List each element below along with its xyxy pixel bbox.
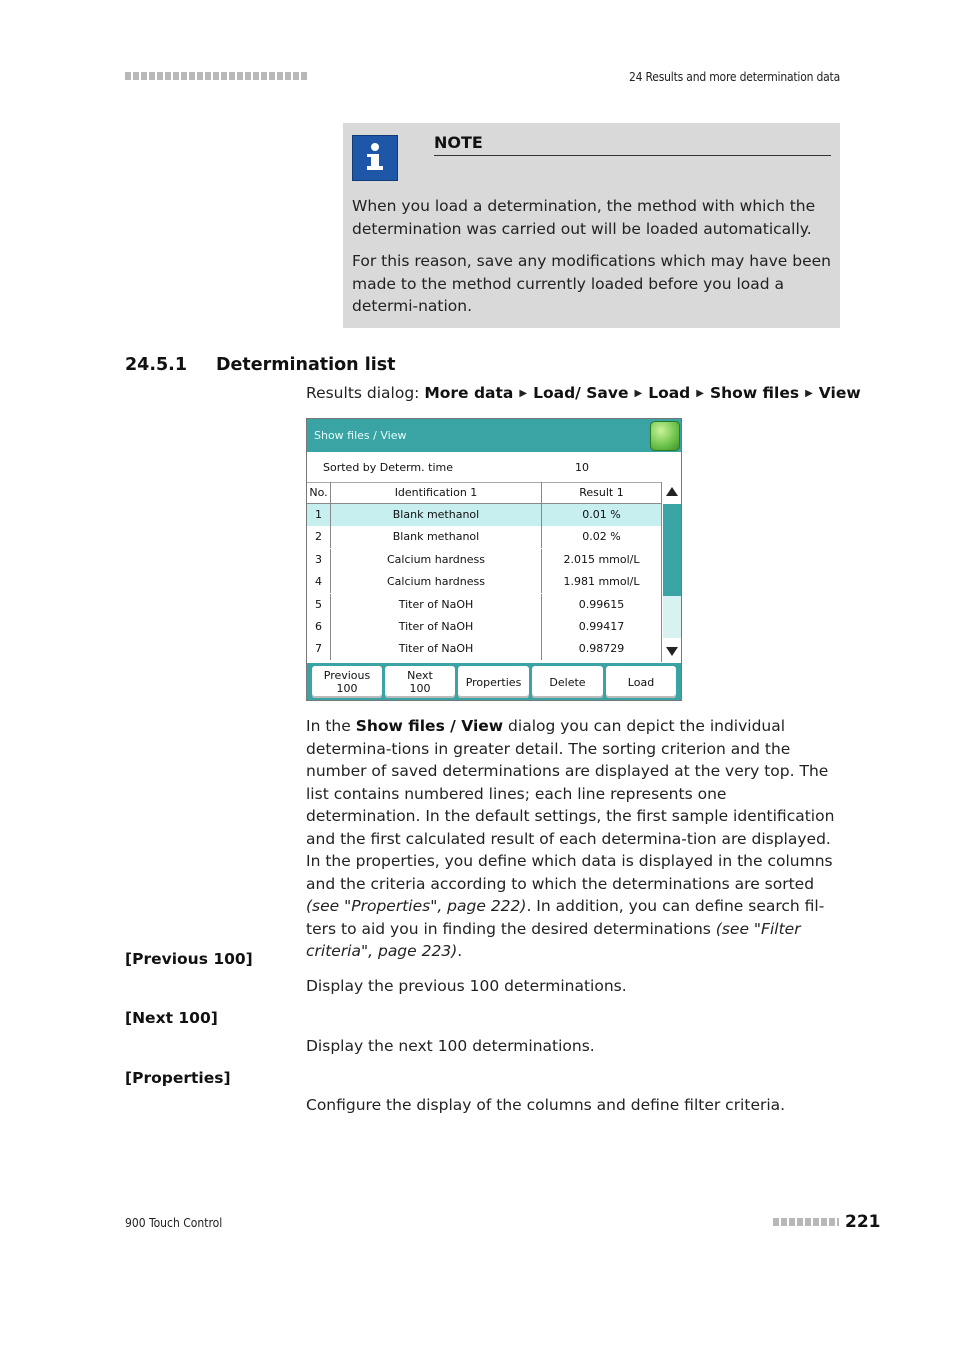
scrollbar[interactable] bbox=[661, 482, 682, 662]
table-body bbox=[307, 504, 661, 662]
scroll-up-icon[interactable] bbox=[664, 484, 680, 500]
table-row[interactable] bbox=[307, 504, 661, 526]
menu-path-step: More data bbox=[424, 384, 514, 402]
footer-decoration bbox=[773, 1218, 839, 1226]
row-number: 1 bbox=[307, 504, 331, 526]
table-row[interactable] bbox=[307, 594, 661, 616]
note-paragraph-2: For this reason, save any modifications which may have been made to the method currently loaded before you load a determi-nation. bbox=[352, 252, 831, 315]
header-decoration bbox=[125, 72, 307, 80]
row-result: 0.99615 bbox=[578, 597, 625, 611]
desc-properties: Configure the display of the columns and define filter criteria. bbox=[306, 1096, 786, 1114]
triangle-right-icon: ▶ bbox=[519, 388, 528, 399]
footer-product: 900 Touch Control bbox=[125, 1216, 223, 1230]
row-identification: Titer of NaOH bbox=[331, 616, 542, 638]
row-identification: Titer of NaOH bbox=[331, 638, 542, 660]
term-previous-100: [Previous 100] bbox=[125, 950, 253, 968]
determination-count: 10 bbox=[575, 461, 589, 474]
row-result: 0.98729 bbox=[578, 642, 625, 656]
show-files-dialog bbox=[306, 418, 682, 701]
note-box bbox=[343, 123, 840, 328]
table-row[interactable] bbox=[307, 526, 661, 548]
row-result: 0.99417 bbox=[578, 620, 625, 633]
cross-reference-properties[interactable]: (see "Properties", page 222) bbox=[306, 897, 527, 915]
column-header-result: Result 1 bbox=[579, 486, 624, 499]
desc-previous-100: Display the previous 100 determinations. bbox=[306, 977, 627, 995]
row-identification: Calcium hardness bbox=[331, 571, 542, 593]
note-divider bbox=[434, 155, 831, 156]
ok-button[interactable] bbox=[650, 421, 680, 451]
info-icon bbox=[352, 135, 398, 181]
term-properties: [Properties] bbox=[125, 1069, 231, 1087]
scroll-thumb[interactable] bbox=[663, 504, 681, 596]
desc-next-100: Display the next 100 determinations. bbox=[306, 1037, 595, 1055]
row-number: 6 bbox=[307, 616, 331, 638]
column-header-identification: Identification 1 bbox=[331, 482, 542, 503]
triangle-right-icon: ▶ bbox=[805, 388, 813, 399]
row-identification: Calcium hardness bbox=[331, 549, 542, 571]
menu-path-step: View bbox=[818, 384, 861, 402]
row-result: 0.01 % bbox=[582, 508, 621, 521]
row-identification: Blank methanol bbox=[331, 526, 542, 548]
sort-info-row bbox=[307, 452, 681, 483]
menu-path bbox=[306, 384, 861, 402]
table-row[interactable] bbox=[307, 616, 661, 638]
sort-criterion: Sorted by Determ. time bbox=[323, 461, 453, 474]
properties-button[interactable]: Properties bbox=[458, 666, 529, 698]
delete-button[interactable]: Delete bbox=[532, 666, 603, 698]
table-header bbox=[307, 482, 661, 504]
row-number: 3 bbox=[307, 549, 331, 571]
menu-path-prefix: Results dialog: bbox=[306, 384, 420, 402]
section-title: Determination list bbox=[216, 355, 396, 375]
note-title: NOTE bbox=[434, 133, 483, 152]
dialog-button-bar bbox=[307, 663, 681, 700]
body-paragraph: In the Show files / View dialog you can depict the individual determina-tions in greater detail. The sorting criterion and the number of saved determinations are displayed at the very top. The list contains numbered lines; each line represents one determination. In the default settings, the first sample identification and the first calculated result of each determina-tion are displayed. In the properties, you define which data is displayed in the columns and the criteria according to which the determinations are sorted (see "Properties", page 222). In addition, you can define search fil-ters to aid you in finding the desired determinations (see "Filter criteria", page 223). bbox=[306, 717, 835, 960]
row-result: 2.015 mmol/L bbox=[563, 552, 640, 566]
previous-100-button[interactable]: Previous 100 bbox=[312, 666, 382, 698]
cross-reference-filter[interactable]: (see "Filter criteria", page 223) bbox=[306, 919, 801, 960]
dialog-name-bold: Show files / View bbox=[355, 717, 504, 735]
row-number: 2 bbox=[307, 526, 331, 548]
page-number: 221 bbox=[845, 1212, 881, 1232]
dialog-title-bar bbox=[307, 419, 681, 452]
scroll-down-icon[interactable] bbox=[664, 644, 680, 660]
row-number: 4 bbox=[307, 571, 331, 593]
running-header: 24 Results and more determination data bbox=[628, 70, 840, 84]
menu-path-step: Load/ Save bbox=[533, 384, 629, 402]
table-row[interactable] bbox=[307, 549, 661, 571]
table-row[interactable] bbox=[307, 638, 661, 660]
load-button[interactable]: Load bbox=[606, 666, 676, 698]
note-paragraph-1: When you load a determination, the method with which the determination was carried out will be loaded automatically. bbox=[352, 197, 816, 238]
triangle-right-icon: ▶ bbox=[634, 388, 643, 399]
menu-path-step: Load bbox=[648, 384, 691, 402]
dialog-title: Show files / View bbox=[314, 429, 407, 442]
row-number: 5 bbox=[307, 594, 331, 616]
row-identification: Titer of NaOH bbox=[331, 594, 542, 616]
section-number: 24.5.1 bbox=[125, 355, 188, 375]
column-header-no: No. bbox=[307, 482, 331, 503]
row-result: 1.981 mmol/L bbox=[563, 575, 640, 589]
next-100-button[interactable]: Next 100 bbox=[385, 666, 455, 698]
row-number: 7 bbox=[307, 638, 331, 660]
menu-path-step: Show files bbox=[709, 384, 800, 402]
table-row[interactable] bbox=[307, 571, 661, 593]
row-identification: Blank methanol bbox=[331, 504, 542, 526]
row-result: 0.02 % bbox=[582, 530, 621, 544]
term-next-100: [Next 100] bbox=[125, 1009, 218, 1027]
scroll-track[interactable] bbox=[663, 596, 681, 638]
triangle-right-icon: ▶ bbox=[696, 388, 704, 399]
